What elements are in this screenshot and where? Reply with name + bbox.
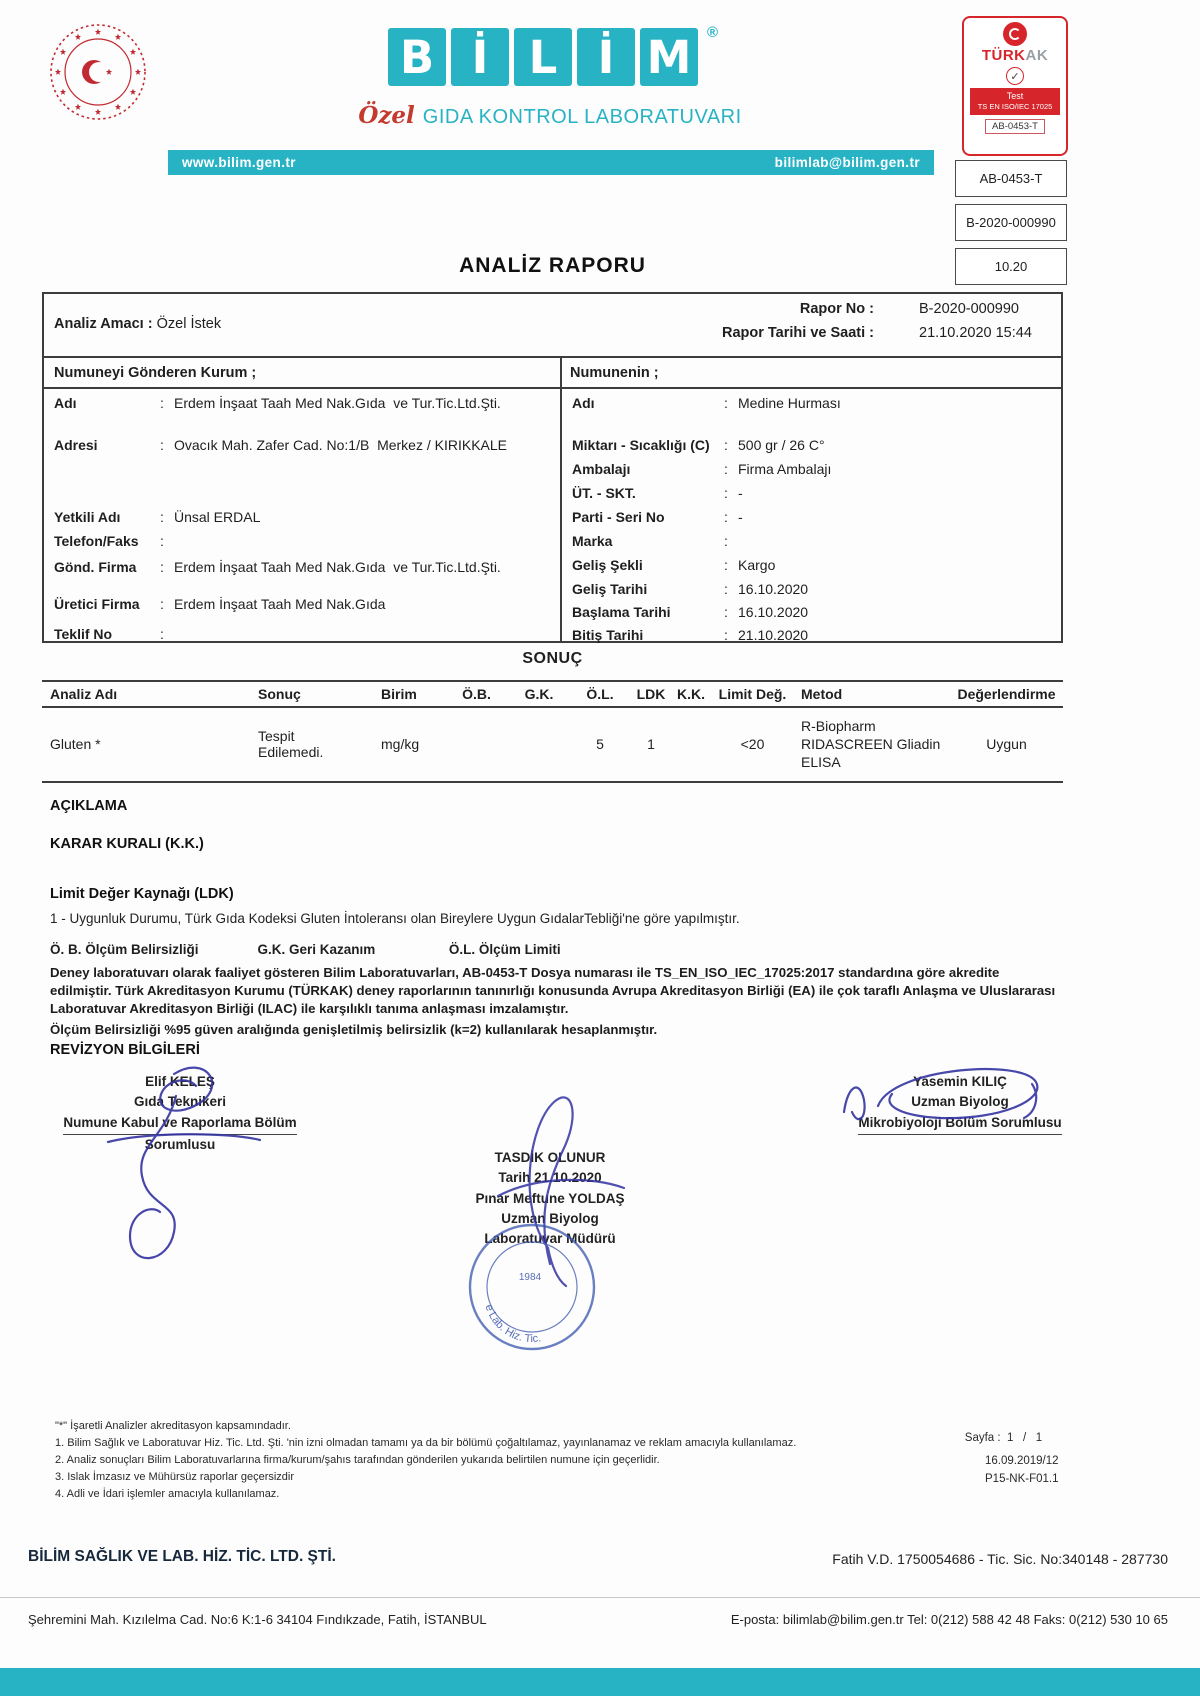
info-colon: : xyxy=(160,395,164,411)
abbr-gk: G.K. Geri Kazanım xyxy=(257,942,376,957)
info-row xyxy=(54,437,554,453)
report-no-box xyxy=(955,204,1067,241)
approver-title: Uzman Biyolog xyxy=(501,1210,599,1226)
result-ol: 5 xyxy=(596,736,604,753)
turkak-test-box xyxy=(970,88,1060,115)
signer-title: Uzman Biyolog xyxy=(911,1094,1009,1110)
info-label: Telefon/Faks xyxy=(54,533,139,549)
doc-revision-date: 16.09.2019/12 xyxy=(985,1455,1059,1467)
purpose-value: Özel İstek xyxy=(156,316,222,332)
info-value: 16.10.2020 xyxy=(738,604,809,620)
info-value xyxy=(174,533,554,549)
logo-letter-box xyxy=(577,28,635,86)
abbr-ol: Ö.L. Ölçüm Limiti xyxy=(448,942,561,957)
info-label: Teklif No xyxy=(54,626,113,642)
approval-date: Tarih 21.10.2020 xyxy=(498,1170,602,1186)
report-meta xyxy=(669,301,1049,349)
info-row xyxy=(54,596,554,612)
svg-text:e Lab. Hiz. Tic. xyxy=(483,1303,542,1345)
abbreviations-row xyxy=(50,941,561,959)
results-col-header: Sonuç xyxy=(258,686,301,702)
doc-form-code: P15-NK-F01.1 xyxy=(985,1473,1059,1485)
results-col-header: Metod xyxy=(801,685,843,702)
info-colon: : xyxy=(724,395,728,411)
results-col-header: K.K. xyxy=(677,686,705,702)
info-colon: : xyxy=(160,626,164,642)
sample-header-cell xyxy=(562,358,1061,387)
info-label: Gönd. Firma xyxy=(54,559,137,575)
sample-info-table xyxy=(42,292,1063,643)
footer-registry: Fatih V.D. 1750054686 - Tic. Sic. No:340148 - 287730 xyxy=(832,1551,1168,1567)
logo-letter: B xyxy=(399,30,435,84)
footnotes xyxy=(55,1418,835,1503)
info-value: - xyxy=(738,509,743,525)
approval-block xyxy=(435,1148,665,1249)
footnote-star: "*" İşaretli Analizler akreditasyon kapsamındadır. xyxy=(55,1420,291,1432)
info-label: ÜT. - SKT. xyxy=(572,485,636,501)
ldk-text: 1 - Uygunluk Durumu, Türk Gıda Kodeksi Gluten İntoleransı olan Bireylere Uygun GıdalarTebliği'ne göre yapılmıştır. xyxy=(50,911,740,926)
info-colon: : xyxy=(724,604,728,620)
info-colon: : xyxy=(160,437,164,453)
report-no-label: Rapor No : xyxy=(799,301,874,317)
results-col-header: LDK xyxy=(636,686,666,702)
logo-letter: L xyxy=(528,30,558,84)
turkak-code: AB-0453-T xyxy=(985,119,1045,134)
left-signature-block xyxy=(30,1072,330,1155)
info-colon: : xyxy=(160,533,164,549)
government-seal-icon xyxy=(46,20,150,124)
info-value: - xyxy=(738,485,743,501)
info-label: Yetkili Adı xyxy=(54,509,121,525)
sample-header: Numunenin ; xyxy=(570,364,659,381)
turkak-standard: TS EN ISO/IEC 17025 xyxy=(977,102,1053,112)
info-value: 500 gr / 26 C° xyxy=(738,437,825,453)
info-label: Üretici Firma xyxy=(54,596,140,612)
result-limit: <20 xyxy=(740,736,765,753)
laboratory-tagline xyxy=(330,102,770,129)
footer-company-name: BİLİM SAĞLIK VE LAB. HİZ. TİC. LTD. ŞTİ. xyxy=(28,1548,336,1565)
tagline-text: GIDA KONTROL LABORATUVARI xyxy=(422,106,742,128)
signer-role-line1: Numune Kabul ve Raporlama Bölüm xyxy=(63,1113,296,1135)
info-label: Adı xyxy=(572,395,595,411)
footnote-item: 4. Adli ve İdari işlemler amacıyla kullanılamaz. xyxy=(55,1488,280,1501)
signer-role-line2: Sorumlusu xyxy=(144,1136,216,1152)
info-row xyxy=(54,509,554,525)
sender-column xyxy=(44,389,562,641)
footnote-item: 3. Islak İmzasız ve Mühürsüz raporlar geçersizdir xyxy=(55,1471,295,1484)
tagline-script-word: Özel xyxy=(358,102,415,129)
stamp-arc-text: e Lab. Hiz. Tic. xyxy=(482,1303,542,1346)
stamp-year: 1984 xyxy=(518,1272,542,1283)
results-table xyxy=(42,680,1063,783)
page-label: Sayfa : xyxy=(964,1432,1001,1444)
info-colon: : xyxy=(724,557,728,573)
results-col-header: Birim xyxy=(381,686,417,702)
info-value xyxy=(174,626,554,642)
info-colon: : xyxy=(724,627,728,643)
info-row xyxy=(572,533,1055,549)
approval-title: TASDİK OLUNUR xyxy=(494,1150,606,1165)
results-col-header: Değerlendirme xyxy=(957,686,1056,702)
info-value: Erdem İnşaat Taah Med Nak.Gıda ve Tur.Tic.Ltd.Şti. xyxy=(174,395,501,411)
footer-address: Şehremini Mah. Kızılelma Cad. No:6 K:1-6 34104 Fındıkzade, Fatih, İSTANBUL xyxy=(28,1612,487,1627)
turkak-test-label: Test xyxy=(1006,91,1024,101)
approver-name: Pınar Meftune YOLDAŞ xyxy=(475,1190,625,1206)
info-colon: : xyxy=(160,559,164,575)
email-text: bilimlab@bilim.gen.tr xyxy=(774,155,920,170)
info-label: Bitiş Tarihi xyxy=(572,627,644,643)
header-contact-bar xyxy=(168,150,934,175)
info-column-headers xyxy=(44,358,1061,389)
info-colon: : xyxy=(724,485,728,501)
results-row xyxy=(42,708,1063,783)
karar-kurali-heading: KARAR KURALI (K.K.) xyxy=(50,836,204,852)
info-colon: : xyxy=(724,581,728,597)
sender-header-cell xyxy=(44,358,562,387)
logo-letter: M xyxy=(646,30,692,84)
info-value: Firma Ambalajı xyxy=(738,461,832,477)
sender-header: Numuneyi Gönderen Kurum ; xyxy=(54,364,257,381)
info-value: Ünsal ERDAL xyxy=(174,509,261,525)
results-col-header: G.K. xyxy=(524,686,554,702)
info-row xyxy=(572,485,1055,501)
bilim-logo xyxy=(388,24,718,86)
purpose-label: Analiz Amacı : xyxy=(54,316,153,332)
footnote-item: 1. Bilim Sağlık ve Laboratuvar Hiz. Tic. Ltd. Şti. 'nin izni olmadan tamamı ya da bir bölümü çoğaltılamaz, yayınlanamaz ve reklam amacıyla kullanılamaz. xyxy=(55,1437,797,1450)
info-value xyxy=(738,533,1055,549)
results-col-header: Analiz Adı xyxy=(50,686,118,702)
aciklama-heading: AÇIKLAMA xyxy=(50,798,128,814)
website-text: www.bilim.gen.tr xyxy=(182,155,296,170)
logo-letter-box xyxy=(640,28,698,86)
abbr-ob: Ö. B. Ölçüm Belirsizliği xyxy=(50,942,199,957)
info-colon: : xyxy=(724,461,728,477)
logo-letter: İ xyxy=(471,30,489,84)
footer-teal-bar xyxy=(0,1668,1200,1696)
result-method: R-Biopharm RIDASCREEN Gliadin ELISA xyxy=(801,718,941,771)
info-label: Miktarı - Sıcaklığı (C) xyxy=(572,437,710,453)
bilim-logo-boxes xyxy=(388,28,698,86)
info-value: Ovacık Mah. Zafer Cad. No:1/B Merkez / KIRIKKALE xyxy=(174,437,508,453)
info-row xyxy=(572,395,1055,411)
logo-letter: İ xyxy=(597,30,615,84)
turkak-emblem-icon xyxy=(1003,22,1027,46)
info-value: 21.10.2020 xyxy=(738,627,809,643)
right-signature-block xyxy=(795,1072,1125,1135)
accreditation-no-box xyxy=(955,160,1067,197)
info-label: Adı xyxy=(54,395,77,411)
turkak-name xyxy=(982,47,1048,64)
turkak-name-part1: TÜRK xyxy=(981,47,1026,64)
info-label: Geliş Tarihi xyxy=(572,581,648,597)
info-label: Parti - Seri No xyxy=(572,509,665,525)
info-row xyxy=(572,557,1055,573)
footnote-item: 2. Analiz sonuçları Bilim Laboratuvarlarına firma/kurum/şahıs tarafından gönderilen yukarıda belirtilen numune için geçerlidir. xyxy=(55,1454,660,1467)
info-value: Erdem İnşaat Taah Med Nak.Gıda ve Tur.Tic.Ltd.Şti. xyxy=(174,559,501,575)
info-row xyxy=(572,437,1055,453)
info-row xyxy=(54,559,554,575)
info-label: Ambalajı xyxy=(572,461,631,477)
logo-letter-box xyxy=(514,28,572,86)
sample-column xyxy=(562,389,1061,641)
uncertainty-text: Ölçüm Belirsizliği %95 güven aralığında genişletilmiş belirsizlik (k=2) kullanılarak hesaplanmıştır. xyxy=(50,1021,658,1037)
results-header-row xyxy=(42,680,1063,708)
result-unit: mg/kg xyxy=(381,736,420,753)
results-col-header: Ö.B. xyxy=(462,686,491,702)
info-row xyxy=(54,395,554,411)
signer-name: Yasemin KILIÇ xyxy=(913,1074,1007,1089)
result-evaluation: Uygun xyxy=(986,736,1027,753)
info-label: Marka xyxy=(572,533,613,549)
info-label: Geliş Şekli xyxy=(572,557,643,573)
footer-contact: E-posta: bilimlab@bilim.gen.tr Tel: 0(212) 588 42 48 Faks: 0(212) 530 10 65 xyxy=(730,1612,1168,1627)
turkak-name-part2: AK xyxy=(1025,47,1049,64)
report-date-label: Rapor Tarihi ve Saati : xyxy=(721,325,874,341)
info-colon: : xyxy=(160,509,164,525)
info-value: Kargo xyxy=(738,557,776,573)
signer-name: Elif KELEŞ xyxy=(145,1074,215,1089)
info-colon: : xyxy=(160,596,164,612)
ldk-heading: Limit Değer Kaynağı (LDK) xyxy=(50,886,234,902)
registered-mark: ® xyxy=(706,24,718,41)
result-value: Tespit Edilemedi. xyxy=(258,728,324,761)
accreditation-no: AB-0453-T xyxy=(979,171,1043,186)
result-ldk: 1 xyxy=(647,736,655,753)
version-no: 10.20 xyxy=(994,259,1028,274)
info-row xyxy=(54,533,554,549)
signer-role: Mikrobiyoloji Bölüm Sorumlusu xyxy=(858,1113,1061,1135)
info-row xyxy=(54,626,554,642)
results-col-header: Limit Değ. xyxy=(718,686,787,702)
info-row xyxy=(572,581,1055,597)
page-number xyxy=(952,1420,1042,1456)
info-value: 16.10.2020 xyxy=(738,581,809,597)
info-label: Adresi xyxy=(54,437,98,453)
info-row xyxy=(572,604,1055,620)
logo-letter-box xyxy=(451,28,509,86)
info-row xyxy=(572,627,1055,643)
accreditation-block xyxy=(50,964,1063,1039)
report-no-row xyxy=(669,301,1049,317)
analysis-purpose xyxy=(54,316,221,332)
info-body xyxy=(44,389,1061,641)
info-value: Erdem İnşaat Taah Med Nak.Gıda xyxy=(174,596,386,612)
info-row xyxy=(572,461,1055,477)
signer-title: Gıda Teknikeri xyxy=(133,1094,227,1110)
report-no-value: B-2020-000990 xyxy=(919,301,1019,317)
results-section-title: SONUÇ xyxy=(522,650,583,667)
purpose-row xyxy=(44,294,1061,358)
turkak-accreditation-badge xyxy=(962,16,1068,156)
info-colon: : xyxy=(724,533,728,549)
footer-divider xyxy=(0,1597,1200,1598)
info-label: Başlama Tarihi xyxy=(572,604,671,620)
turkak-check-icon: ✓ xyxy=(1006,67,1024,85)
page-title: ANALİZ RAPORU xyxy=(459,254,646,277)
approver-role: Laboratuvar Müdürü xyxy=(484,1231,616,1246)
revizyon-heading: REVİZYON BİLGİLERİ xyxy=(50,1042,200,1058)
info-colon: : xyxy=(724,437,728,453)
logo-letter-box xyxy=(388,28,446,86)
results-col-header: Ö.L. xyxy=(586,686,614,702)
info-row xyxy=(572,509,1055,525)
page-value: 1 / 1 xyxy=(1006,1432,1043,1444)
info-value: Medine Hurması xyxy=(738,395,841,411)
accreditation-text: Deney laboratuvarı olarak faaliyet gösteren Bilim Laboratuvarları, AB-0453-T Dosya numarası ile TS_EN_ISO_IEC_17025:2017 standardına göre akredite edilmiştir. Türk Akreditasyon Kurumu (TÜRKAK) deney raporlarının tanınırlığı konusunda Avrupa Akreditasyon Birliği (EA) ile çok taraflı Anlaşma ve Uluslararası Laboratuvar Akreditasyon Birliği (ILAC) ile karşılıklı tanıma anlaşması imzalamıştır. xyxy=(50,965,1056,1016)
report-date-row xyxy=(669,325,1049,341)
report-date-value: 21.10.2020 15:44 xyxy=(919,325,1032,341)
result-analysis-name: Gluten * xyxy=(50,736,101,753)
report-no: B-2020-000990 xyxy=(966,215,1056,230)
info-colon: : xyxy=(724,509,728,525)
